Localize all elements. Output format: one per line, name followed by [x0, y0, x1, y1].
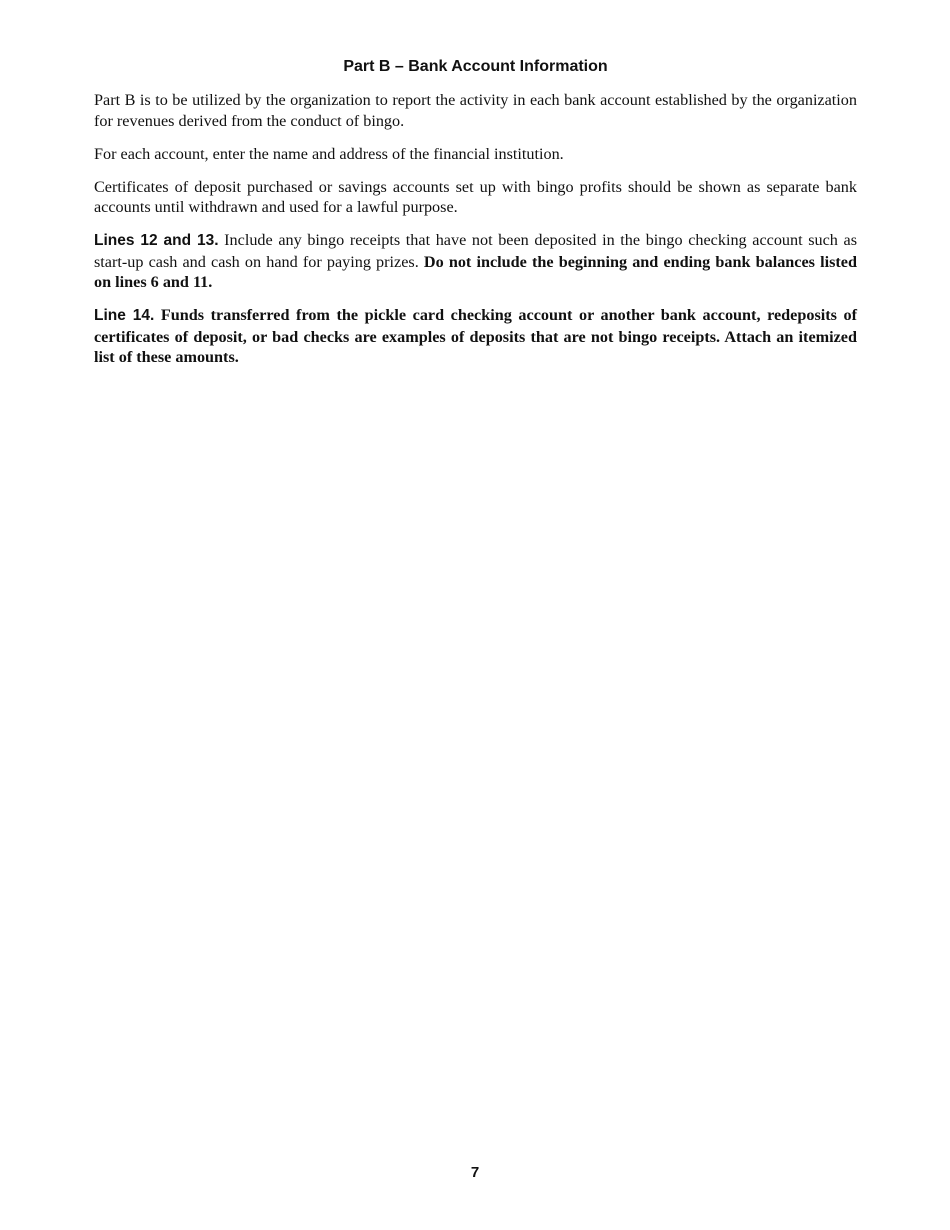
line-14-heading: Line 14. — [94, 307, 155, 324]
paragraph-line-14 — [94, 305, 857, 368]
paragraph-financial-institution: For each account, enter the name and address of the financial institution. — [94, 144, 564, 163]
paragraph-certificates-of-deposit: Certificates of deposit purchased or savings accounts set up with bingo profits should be shown as separate bank accounts until withdrawn and used for a lawful purpose. — [94, 177, 857, 216]
paragraph-part-b-intro: Part B is to be utilized by the organization to report the activity in each bank account established by the organization for revenues derived from the conduct of bingo. — [94, 91, 857, 130]
section-title: Part B – Bank Account Information — [343, 58, 608, 75]
document-page — [94, 56, 857, 380]
paragraph-lines-12-13 — [94, 230, 857, 293]
lines-12-13-text: Include any bingo receipts that have not been deposited in the bingo checking account such as start-up cash and cash on hand for paying prizes. — [94, 231, 858, 271]
lines-12-13-bold-note: Do not include the beginning and ending bank balances listed on lines 6 and 11. — [94, 252, 857, 291]
line-14-bold-text: Funds transferred from the pickle card checking account or another bank account, redeposits of certificates of deposit, or bad checks are examples of deposits that are not bingo receipts. Attach an itemized list of these amounts. — [94, 306, 858, 366]
lines-12-13-heading: Lines 12 and 13. — [94, 232, 219, 249]
page-number: 7 — [470, 1164, 480, 1181]
